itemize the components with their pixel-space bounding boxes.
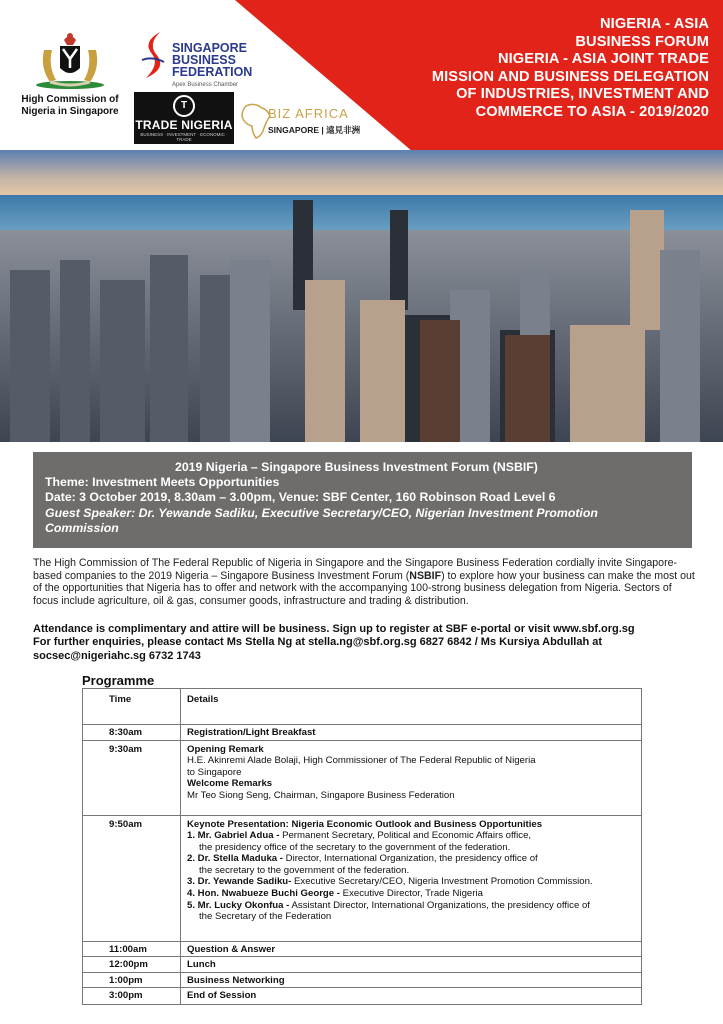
row-detail — [181, 816, 641, 941]
column-header-time: Time — [83, 689, 181, 724]
trade-nigeria-emblem-icon: T — [173, 95, 195, 117]
skyline-image — [0, 150, 723, 442]
row-time: 9:50am — [83, 816, 181, 941]
table-row — [83, 725, 641, 741]
keynote-title: Keynote Presentation: Nigeria Economic Outlook and Business Opportunities — [187, 818, 543, 830]
table-row — [83, 988, 641, 1004]
programme-table — [82, 688, 642, 1005]
intro-acronym: NSBIF — [409, 569, 442, 582]
opening-remark-speaker: H.E. Akinremi Alade Bolaji, High Commissioner of The Federal Republic of Nigeria — [187, 755, 536, 767]
table-row — [83, 957, 641, 973]
forum-info-box — [33, 452, 692, 548]
speaker-name: 2. Dr. Stella Maduka - — [187, 853, 283, 865]
speaker-role: Permanent Secretary, Political and Economic Affairs office, — [279, 830, 532, 842]
contact-info — [33, 623, 698, 663]
speaker-item — [187, 900, 635, 912]
intro-paragraph — [33, 557, 698, 607]
banner-line: MISSION AND BUSINESS DELEGATION — [431, 68, 709, 85]
table-row — [83, 942, 641, 958]
nigeria-logo-caption: High Commission of — [21, 94, 119, 105]
enquiries-line-cont: socsec@nigeriahc.sg 6732 1743 — [33, 649, 201, 662]
row-time: 8:30am — [83, 725, 181, 740]
speaker-role: Director, International Organization, the presidency office of — [282, 853, 538, 865]
intro-text: The High Commission of The Federal Republic of Nigeria in Singapore and the Singapore Business Federation cordially invite Singapore-based companies to the 2019 Nigeria – Singapore Business Investment Forum ( — [33, 557, 678, 582]
row-detail: Registration/Light Breakfast — [187, 727, 316, 738]
banner-line: NIGERIA - ASIA JOINT TRADE — [498, 51, 709, 67]
row-detail: Business Networking — [187, 974, 285, 986]
table-row — [83, 816, 641, 942]
banner-line: COMMERCE TO ASIA - 2019/2020 — [475, 103, 709, 120]
forum-guest-speaker: Guest Speaker: Dr. Yewande Sadiku, Executive Secretary/CEO, Nigerian Investment Promotion — [45, 505, 598, 520]
speaker-item — [187, 853, 635, 865]
speaker-name: 5. Mr. Lucky Okonfua - — [187, 899, 290, 911]
speaker-name: 1. Mr. Gabriel Adua - — [187, 830, 280, 842]
speaker-role: Executive Secretary/CEO, Nigeria Investment Promotion Commission. — [291, 876, 593, 888]
opening-remark-title: Opening Remark — [187, 743, 264, 755]
speaker-name: 3. Dr. Yewande Sadiku- — [187, 876, 292, 888]
table-row — [83, 973, 641, 989]
row-time: 11:00am — [83, 942, 181, 957]
enquiries-line: For further enquiries, please contact Ms Stella Ng at stella.ng@sbf.org.sg 6827 6842 / Ms Kursiya Abdullah at — [33, 636, 603, 649]
speaker-role: Executive Director, Trade Nigeria — [340, 888, 483, 900]
table-header-row — [83, 689, 641, 725]
biz-africa-logo — [238, 100, 366, 144]
city-skyline-photo — [0, 150, 723, 442]
speaker-role: Assistant Director, International Organizations, the presidency office of — [289, 899, 590, 911]
row-time: 12:00pm — [83, 957, 181, 972]
banner-title — [329, 16, 709, 121]
welcome-remarks-title: Welcome Remarks — [187, 778, 273, 790]
trade-nigeria-tagline: BUSINESS · INVESTMENT · ECONOMIC · TRADE — [140, 132, 228, 142]
speaker-name: 4. Hon. Nwabueze Buchi George - — [187, 888, 340, 900]
forum-guest-speaker-cont: Commission — [45, 520, 119, 535]
biz-africa-name: BIZ AFRICA — [268, 106, 349, 121]
nigeria-high-commission-logo — [14, 30, 126, 118]
intro-text: ) to explore how your business can make the most out of the opportunities that Nigeria has to offer and network with the accompanying 100-strong business delegation from Nigeria. Sectors of focus include agriculture, oil & gas, consumer goods, infrastructure and trading & distribution. — [33, 569, 695, 607]
row-detail: End of Session — [187, 990, 257, 1001]
forum-title: 2019 Nigeria – Singapore Business Investment Forum (NSBIF) — [175, 460, 538, 474]
row-detail: Question & Answer — [187, 943, 276, 955]
row-time: 3:00pm — [83, 988, 181, 1004]
sbf-swoosh-icon — [138, 30, 168, 80]
biz-africa-subtitle: SINGAPORE | 遠見非洲 — [268, 125, 361, 135]
sbf-subtitle: Apex Business Chamber — [172, 82, 239, 88]
sbf-line: BUSINESS — [172, 53, 236, 67]
sbf-name — [172, 42, 252, 91]
welcome-remarks-speaker: Mr Teo Siong Seng, Chairman, Singapore Business Federation — [187, 789, 455, 801]
table-row — [83, 741, 641, 816]
forum-date-venue: Date: 3 October 2019, 8.30am – 3.00pm, Venue: SBF Center, 160 Robinson Road Level 6 — [45, 490, 556, 505]
nigeria-logo-caption: Nigeria in Singapore — [21, 106, 119, 117]
banner-line: NIGERIA - ASIA — [600, 16, 709, 32]
attendance-note: Attendance is complimentary and attire will be business. Sign up to register at SBF e-portal or visit www.sbf.org.sg — [33, 623, 635, 635]
row-detail — [181, 741, 641, 815]
trade-nigeria-name: TRADE NIGERIA — [135, 118, 233, 132]
forum-theme: Theme: Investment Meets Opportunities — [45, 475, 280, 490]
banner-line: OF INDUSTRIES, INVESTMENT AND — [456, 86, 709, 102]
speaker-role-cont: the presidency office of the secretary to the government of the federation. — [199, 841, 511, 853]
header — [0, 0, 723, 150]
coat-of-arms-icon — [30, 30, 110, 90]
speaker-item — [187, 888, 635, 900]
speaker-item — [187, 876, 635, 888]
row-time: 9:30am — [83, 741, 181, 815]
speaker-role-cont: the Secretary of the Federation — [199, 911, 332, 923]
row-detail: Lunch — [187, 959, 216, 970]
trade-nigeria-logo — [134, 92, 234, 144]
row-time: 1:00pm — [83, 973, 181, 988]
sbf-logo — [138, 30, 278, 88]
programme-heading: Programme — [82, 673, 155, 688]
banner-line: BUSINESS FORUM — [575, 33, 709, 50]
sbf-line: SINGAPORE — [172, 41, 248, 55]
column-header-details: Details — [187, 694, 219, 705]
speaker-role-cont: the secretary to the government of the federation. — [199, 864, 410, 876]
sbf-line: FEDERATION — [172, 65, 253, 79]
speaker-item — [187, 830, 635, 842]
opening-remark-speaker-cont: to Singapore — [187, 766, 242, 778]
